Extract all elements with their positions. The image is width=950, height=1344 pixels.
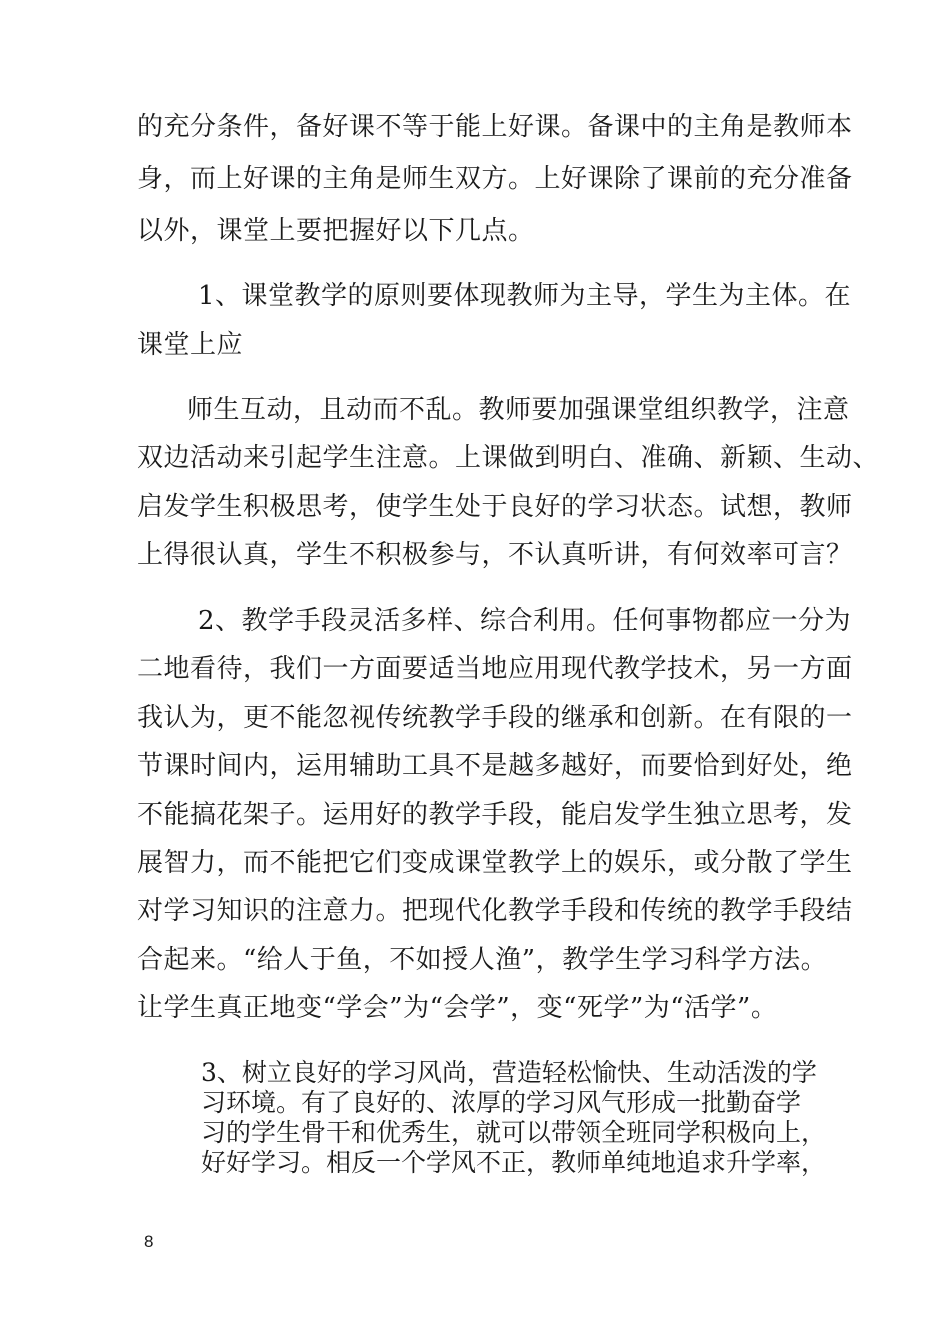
paragraph-line: 3、树立良好的学习风尚，营造轻松愉快、生动活泼的学 [201,1058,817,1087]
paragraph-line: 师生互动，且动而不乱。教师要加强课堂组织教学，注意 [187,395,850,425]
paragraph-line: 习环境。有了良好的、浓厚的学习风气形成一批勤奋学 [201,1088,802,1117]
paragraph-line: 不能搞花架子。运用好的教学手段，能启发学生独立思考，发 [137,800,853,830]
paragraph-line: 二地看待，我们一方面要适当地应用现代教学技术，另一方面 [137,654,853,684]
paragraph-line: 我认为，更不能忽视传统教学手段的继承和创新。在有限的一 [137,703,853,733]
paragraph-line: 课堂上应 [137,330,244,360]
paragraph-line: 启发学生积极思考，使学生处于良好的学习状态。试想，教师 [137,492,853,522]
paragraph-line: 对学习知识的注意力。把现代化教学手段和传统的教学手段结 [137,896,853,926]
paragraph-line: 展智力，而不能把它们变成课堂教学上的娱乐，或分散了学生 [137,848,853,878]
paragraph-line: 以外，课堂上要把握好以下几点。 [137,216,535,246]
paragraph-line: 的充分条件，备好课不等于能上好课。备课中的主角是教师本 [137,112,853,142]
page-number: 8 [144,1232,154,1251]
paragraph-line: 习的学生骨干和优秀生，就可以带领全班同学积极向上， [201,1118,827,1147]
paragraph-line: 身，而上好课的主角是师生双方。上好课除了课前的充分准备 [137,164,853,194]
paragraph-line: 双边活动来引起学生注意。上课做到明白、准确、新颖、生动、 [137,443,880,473]
paragraph-line: 合起来。“给人于鱼，不如授人渔”，教学生学习科学方法。 [137,945,828,975]
paragraph-line: 1、课堂教学的原则要体现教师为主导，学生为主体。在 [198,281,852,311]
paragraph-line: 2、教学手段灵活多样、综合利用。任何事物都应一分为 [198,606,852,636]
paragraph-line: 好好学习。相反一个学风不正，教师单纯地追求升学率， [201,1148,827,1177]
paragraph-line: 上得很认真，学生不积极参与，不认真听讲，有何效率可言？ [137,540,853,570]
paragraph-line: 节课时间内，运用辅助工具不是越多越好，而要恰到好处，绝 [137,751,853,781]
paragraph-line: 让学生真正地变“学会”为“会学”，变“死学”为“活学”。 [137,993,778,1023]
